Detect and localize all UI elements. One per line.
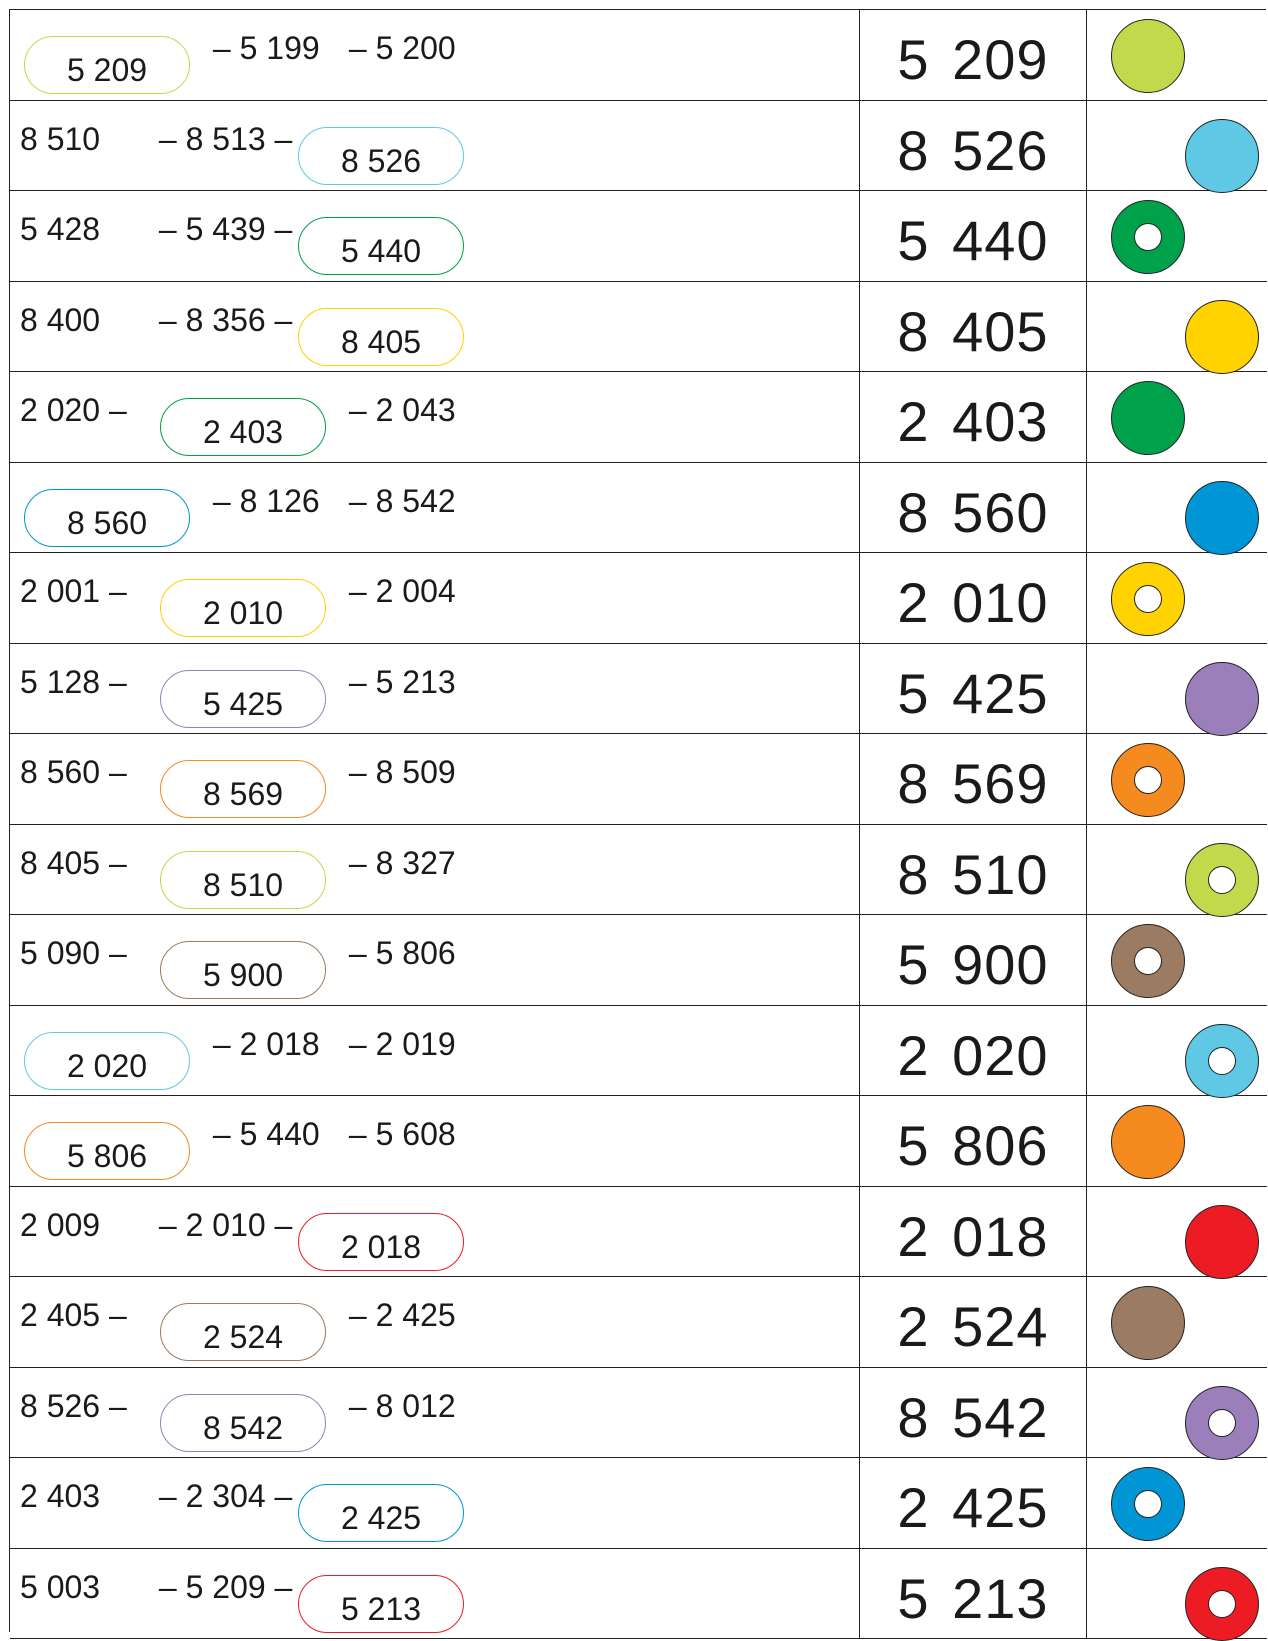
sequence-number: 5 090 – — [20, 935, 127, 971]
answer-cell — [860, 372, 1087, 462]
answer-number: 8 569 — [897, 752, 1049, 815]
circled-number: 5 425 — [160, 670, 326, 728]
sequence-number: 5 428 — [20, 211, 101, 247]
answer-number: 5 209 — [897, 28, 1049, 91]
answer-cell — [860, 1458, 1087, 1548]
sequence-number: 5 003 — [20, 1568, 101, 1605]
sequence-cell — [10, 282, 860, 372]
sequence-number: – 8 012 — [340, 1387, 456, 1424]
color-cell — [1087, 644, 1267, 734]
sequence-number: – 8 356 – — [150, 301, 293, 338]
sequence-cell — [10, 915, 860, 1005]
sequence-number: – 5 200 — [340, 30, 456, 66]
sequence-cell — [10, 1277, 860, 1367]
sequence-number: – 5 213 — [340, 663, 456, 700]
color-ring-icon — [1185, 1567, 1259, 1641]
color-cell — [1087, 915, 1267, 1005]
number-sequence — [10, 1368, 860, 1458]
sequence-number: – 8 126 — [204, 482, 320, 519]
sequence-number: 2 020 – — [20, 392, 127, 428]
circled-number: 8 569 — [160, 760, 326, 818]
answer-cell — [860, 915, 1087, 1005]
ring-hole — [1134, 947, 1162, 975]
ring-hole — [1208, 866, 1236, 894]
sequence-number: – 5 608 — [340, 1116, 456, 1152]
number-sequence — [10, 825, 860, 915]
table-row — [10, 463, 1267, 554]
color-ring-icon — [1111, 200, 1185, 274]
color-dot-icon — [1111, 1286, 1185, 1360]
sequence-number: 8 526 – — [20, 1387, 127, 1424]
sequence-cell — [10, 101, 860, 191]
circled-number: 8 560 — [24, 489, 190, 547]
sequence-number: – 2 019 — [340, 1025, 456, 1062]
color-cell — [1087, 1549, 1267, 1639]
color-cell — [1087, 1458, 1267, 1548]
answer-number: 5 806 — [897, 1114, 1049, 1177]
number-sequence — [10, 1458, 860, 1548]
sequence-number: – 2 004 — [340, 573, 456, 609]
circled-number: 5 209 — [24, 36, 190, 94]
circled-number: 2 403 — [160, 398, 326, 456]
sequence-cell — [10, 1368, 860, 1458]
sequence-number: 8 405 – — [20, 844, 127, 881]
number-sequence — [10, 553, 860, 643]
answer-cell — [860, 101, 1087, 191]
sequence-number: – 8 513 – — [150, 120, 293, 157]
number-sequence — [10, 1006, 860, 1096]
answer-number: 8 405 — [897, 299, 1049, 363]
answer-cell — [860, 1006, 1087, 1096]
sequence-cell — [10, 553, 860, 643]
answer-number: 5 213 — [897, 1566, 1049, 1630]
sequence-number: – 8 542 — [340, 482, 456, 519]
sequence-cell — [10, 1549, 860, 1639]
color-cell — [1087, 101, 1267, 191]
answer-cell — [860, 734, 1087, 824]
color-cell — [1087, 372, 1267, 462]
color-ring-icon — [1185, 1024, 1259, 1098]
color-dot-icon — [1111, 381, 1185, 455]
sequence-cell — [10, 1096, 860, 1186]
sequence-number: 2 403 — [20, 1478, 101, 1514]
color-ring-icon — [1111, 562, 1185, 636]
table-row — [10, 734, 1267, 825]
sequence-number: – 5 199 — [204, 30, 320, 66]
color-cell — [1087, 282, 1267, 372]
number-sequence — [10, 191, 860, 281]
table-row — [10, 101, 1267, 192]
table-row — [10, 644, 1267, 735]
answer-number: 2 524 — [897, 1295, 1049, 1358]
table-row — [10, 1368, 1267, 1459]
circled-number: 2 524 — [160, 1303, 326, 1361]
number-sequence — [10, 1277, 860, 1367]
answer-number: 8 542 — [897, 1385, 1049, 1449]
number-sequence — [10, 282, 860, 372]
circled-number: 8 405 — [298, 308, 464, 366]
table-row — [10, 1006, 1267, 1097]
number-sequence — [10, 101, 860, 191]
circled-number: 2 018 — [298, 1213, 464, 1271]
circled-number: 5 213 — [298, 1575, 464, 1633]
answer-cell — [860, 1096, 1087, 1186]
table-row — [10, 553, 1267, 644]
sequence-cell — [10, 10, 860, 100]
worksheet-table — [9, 9, 1266, 1632]
sequence-number: – 2 018 — [204, 1025, 320, 1062]
color-dot-icon — [1111, 1105, 1185, 1179]
table-row — [10, 1458, 1267, 1549]
answer-cell — [860, 1187, 1087, 1277]
circled-number: 2 425 — [298, 1484, 464, 1542]
ring-hole — [1208, 1590, 1236, 1618]
sequence-number: 5 128 – — [20, 663, 127, 700]
answer-cell — [860, 463, 1087, 553]
color-dot-icon — [1111, 19, 1185, 93]
sequence-number: 2 405 – — [20, 1297, 127, 1333]
ring-hole — [1134, 1490, 1162, 1518]
color-cell — [1087, 1096, 1267, 1186]
table-row — [10, 825, 1267, 916]
sequence-number: 8 560 – — [20, 754, 127, 790]
table-row — [10, 1277, 1267, 1368]
answer-cell — [860, 282, 1087, 372]
sequence-cell — [10, 1187, 860, 1277]
answer-cell — [860, 825, 1087, 915]
answer-cell — [860, 1277, 1087, 1367]
table-row — [10, 10, 1267, 101]
answer-cell — [860, 644, 1087, 734]
color-cell — [1087, 191, 1267, 281]
color-ring-icon — [1185, 1386, 1259, 1460]
color-dot-icon — [1185, 1205, 1259, 1279]
color-dot-icon — [1185, 300, 1259, 374]
number-sequence — [10, 1549, 860, 1639]
sequence-number: 8 400 — [20, 301, 101, 338]
circled-number: 8 510 — [160, 851, 326, 909]
answer-cell — [860, 553, 1087, 643]
sequence-cell — [10, 463, 860, 553]
table-row — [10, 1096, 1267, 1187]
color-cell — [1087, 1277, 1267, 1367]
ring-hole — [1134, 585, 1162, 613]
number-sequence — [10, 1096, 860, 1186]
table-row — [10, 191, 1267, 282]
circled-number: 8 526 — [298, 127, 464, 185]
color-cell — [1087, 1368, 1267, 1458]
answer-cell — [860, 10, 1087, 100]
sequence-number: – 2 425 — [340, 1297, 456, 1333]
color-cell — [1087, 553, 1267, 643]
color-ring-icon — [1111, 743, 1185, 817]
number-sequence — [10, 915, 860, 1005]
answer-cell — [860, 1549, 1087, 1639]
color-dot-icon — [1185, 662, 1259, 736]
color-ring-icon — [1185, 843, 1259, 917]
answer-number: 8 526 — [897, 118, 1049, 182]
sequence-cell — [10, 825, 860, 915]
number-sequence — [10, 463, 860, 553]
sequence-number: – 5 440 — [204, 1116, 320, 1152]
sequence-cell — [10, 1006, 860, 1096]
table-row — [10, 282, 1267, 373]
answer-number: 2 018 — [897, 1204, 1049, 1268]
answer-number: 5 425 — [897, 661, 1049, 725]
answer-number: 5 440 — [897, 209, 1049, 272]
ring-hole — [1134, 223, 1162, 251]
sequence-number: 8 510 — [20, 120, 101, 157]
ring-hole — [1208, 1047, 1236, 1075]
sequence-number: 2 001 – — [20, 573, 127, 609]
answer-number: 2 425 — [897, 1476, 1049, 1539]
sequence-cell — [10, 644, 860, 734]
color-cell — [1087, 1006, 1267, 1096]
color-cell — [1087, 463, 1267, 553]
sequence-number: – 8 509 — [340, 754, 456, 790]
color-ring-icon — [1111, 924, 1185, 998]
circled-number: 5 806 — [24, 1122, 190, 1180]
number-sequence — [10, 644, 860, 734]
circled-number: 5 440 — [298, 217, 464, 275]
sequence-number: – 2 304 – — [150, 1478, 293, 1514]
number-sequence — [10, 372, 860, 462]
sequence-number: 2 009 — [20, 1206, 101, 1243]
table-row — [10, 1187, 1267, 1278]
color-ring-icon — [1111, 1467, 1185, 1541]
color-cell — [1087, 734, 1267, 824]
answer-number: 2 403 — [897, 390, 1049, 453]
sequence-number: – 5 806 — [340, 935, 456, 971]
table-row — [10, 915, 1267, 1006]
circled-number: 2 010 — [160, 579, 326, 637]
sequence-cell — [10, 191, 860, 281]
sequence-number: – 5 439 – — [150, 211, 293, 247]
color-dot-icon — [1185, 119, 1259, 193]
sequence-cell — [10, 734, 860, 824]
ring-hole — [1134, 766, 1162, 794]
circled-number: 8 542 — [160, 1394, 326, 1452]
answer-cell — [860, 1368, 1087, 1458]
number-sequence — [10, 734, 860, 824]
number-sequence — [10, 1187, 860, 1277]
answer-number: 2 010 — [897, 571, 1049, 634]
answer-number: 5 900 — [897, 933, 1049, 996]
color-cell — [1087, 825, 1267, 915]
answer-number: 2 020 — [897, 1023, 1049, 1087]
ring-hole — [1208, 1409, 1236, 1437]
table-row — [10, 372, 1267, 463]
sequence-number: – 2 010 – — [150, 1206, 293, 1243]
circled-number: 2 020 — [24, 1032, 190, 1090]
sequence-cell — [10, 372, 860, 462]
sequence-cell — [10, 1458, 860, 1548]
number-sequence — [10, 10, 860, 100]
color-dot-icon — [1185, 481, 1259, 555]
table-row — [10, 1549, 1267, 1640]
circled-number: 5 900 — [160, 941, 326, 999]
sequence-number: – 5 209 – — [150, 1568, 293, 1605]
sequence-number: – 2 043 — [340, 392, 456, 428]
color-cell — [1087, 10, 1267, 100]
answer-cell — [860, 191, 1087, 281]
answer-number: 8 510 — [897, 842, 1049, 906]
color-cell — [1087, 1187, 1267, 1277]
answer-number: 8 560 — [897, 480, 1049, 544]
sequence-number: – 8 327 — [340, 844, 456, 881]
